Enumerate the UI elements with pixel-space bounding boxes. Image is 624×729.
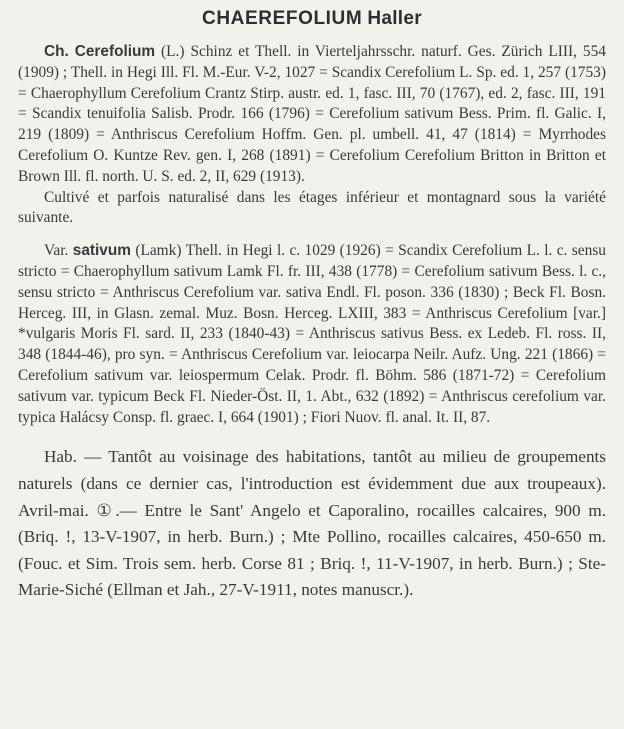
species-entry: [18, 42, 606, 188]
genus-author: Haller: [367, 8, 422, 29]
document-page: [0, 4, 624, 729]
variety-label: Var.: [44, 242, 69, 260]
genus-heading: [18, 4, 606, 34]
habitat-paragraph: Hab. — Tantôt au voisinage des habitations, tantôt au milieu de groupements naturels (dans ce dernier cas, l'introduction est évidemment due aux troupeaux). Avril-mai. ①.— Entre le Sant' Angelo et Caporalino, rocailles calcaires, 900 m. (Briq. !, 13-V-1907, in herb. Burn.) ; Mte Pollino, rocailles calcaires, 450-650 m. (Fouc. et Sim. Trois sem. herb. Corse 81 ; Briq. !, 11-V-1907, in herb. Burn.) ; Ste-Marie-Siché (Ellman et Jah., 27-V-1911, notes manuscr.).: [18, 447, 606, 600]
variety-entry: [18, 241, 606, 428]
genus-name: CHAEREFOLIUM: [202, 8, 363, 29]
variety-synonymy: (Lamk) Thell. in Hegi l. c. 1029 (1926) = Scandix Cerefolium L. l. c. sensu stricto = Chaerophyllum sativum Lamk Fl. fr. III, 438 (1778) = Cerefolium sativum Bess. l. c., sensu stricto = Anthriscus Cerefolium var. sativa Endl. Fl. poson. 336 (1830) ; Beck Fl. Bosn. Herceg. III, in Glasn. zemal. Muz. Bosn. Herceg. LXIII, 383 = Anthriscus Cerefolium [var.] *vulgaris Moris Fl. sard. II, 233 (1840-43) = Anthriscus sativus Bess. ex Ledeb. Fl. ross. II, 348 (1844-46), pro syn. = Anthriscus Cerefolium var. leiocarpa Neilr. Aufz. Ung. 221 (1866) = Cerefolium sativum var. leiospermum Celak. Prodr. fl. Böhm. 586 (1871-72) = Cerefolium sativum var. typicum Beck Fl. Nieder-Öst. II, 1. Abt., 632 (1892) = Anthriscus cerefolium var. typica Halácsy Consp. fl. graec. I, 664 (1901) ; Fiori Nuov. fl. anal. It. II, 87.: [18, 242, 606, 426]
species-abbr: Ch.: [44, 43, 69, 60]
species-name: Cerefolium: [74, 43, 156, 60]
species-note: Cultivé et parfois naturalisé dans les étages inférieur et montagnard sous la variété suivante.: [18, 188, 606, 227]
variety-name: sativum: [72, 242, 131, 260]
species-synonymy: (L.) Schinz et Thell. in Vierteljahrsschr. naturf. Ges. Zürich LIII, 554 (1909) ; Thell. in Hegi Ill. Fl. M.-Eur. V-2, 1027 = Scandix Cerefolium L. Sp. ed. 1, 257 (1753) = Chaerophyllum Cerefolium Crantz Stirp. austr. ed. 1, fasc. III, 70 (1767), ed. 2, fasc. III, 191 = Scandix tenuifolia Salisb. Prodr. 166 (1796) = Cerefolium sativum Bess. Prim. fl. Galic. I, 219 (1809) = Anthriscus Cerefolium Hoffm. Gen. pl. umbell. 41, 47 (1814) = Myrrhodes Cerefolium O. Kuntze Rev. gen. I, 268 (1891) = Cerefolium Cerefolium Britton in Britton et Brown Ill. fl. north. U. S. ed. 2, II, 629 (1913).: [18, 43, 606, 185]
